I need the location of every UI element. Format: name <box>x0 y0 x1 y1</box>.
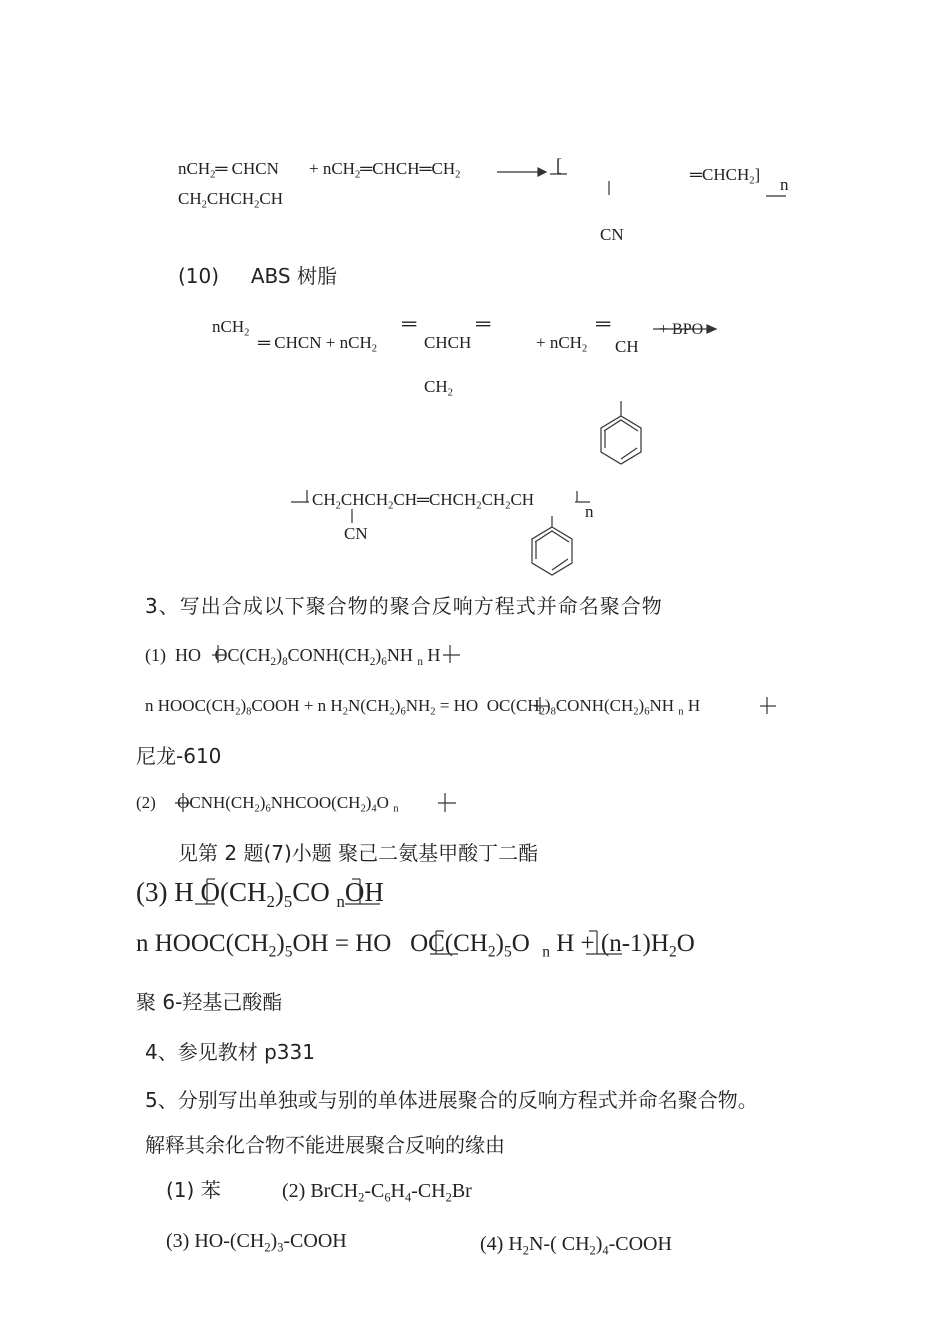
nbr-monomer-acrylonitrile: nCH$_2$═ CHCN <box>178 159 279 181</box>
abs-initiator-bpo: + BPO <box>659 321 704 338</box>
q5-item-3: (3) $HO-(CH_2)_3$-COOH <box>166 1230 347 1255</box>
q5-item-1: (1) 苯 <box>166 1178 221 1202</box>
q3-p1-name: 尼龙-610 <box>136 744 222 768</box>
nbr-product-fragment: $CH_2CHCH_2CH$ <box>178 189 284 211</box>
nbr-product-right: $═CHCH_2$] <box>690 165 761 187</box>
q3-p3-name: 聚 6-羟基己酸酯 <box>136 990 283 1014</box>
nbr-repeat-n: n <box>780 175 789 194</box>
nbr-monomer-butadiene: + $nCH_2═CHCH═CH_2$ <box>309 159 461 181</box>
abs-heading: (10) ABS 树脂 <box>178 264 337 288</box>
q5-item-4: (4) $H_2N-$( $CH_2)_4$-COOH <box>480 1233 672 1258</box>
abs-product-n: n <box>585 502 594 521</box>
nbr-arrow-head <box>538 168 546 176</box>
q4-text: 4、参见教材 p331 <box>145 1040 315 1064</box>
abs-styrene-ch: CH <box>615 337 639 356</box>
q5-title: 5、分别写出单独或与别的单体进展聚合的反响方程式并命名聚合物。 <box>145 1088 758 1112</box>
abs-ring-inner-bond-1 <box>604 420 638 431</box>
abs-product-benzene-ring <box>532 527 572 575</box>
abs-styrene-benzene-ring <box>601 416 641 464</box>
abs-product-cn: CN <box>344 524 368 543</box>
q3-p3-formula: (3) H $O(CH_2)_5CO$ $_n$OH <box>136 877 384 911</box>
abs-double-bond-3: ═ <box>596 313 611 335</box>
abs-product-chain: $CH_2CHCH_2CH═CHCH_2CH_2CH$ <box>312 490 535 512</box>
abs-double-bond-2: ═ <box>476 313 491 335</box>
q3-p2-formula: (2) $OCNH(CH_2)_6NHCOO(CH_2)_4O$ $_n$ <box>136 793 399 815</box>
abs-monomer-1-rest: ═ CHCN + nCH$_2$ <box>258 333 377 355</box>
abs-ring-inner-bond-2 <box>621 448 637 459</box>
q5-item-2: (2) $BrCH_2-C_6H_4-CH_2Br$ <box>282 1180 472 1205</box>
abs-double-bond-1: ═ <box>402 313 417 335</box>
abs-monomer-styrene: + nCH$_2$ <box>536 333 588 355</box>
abs-product-ring-inner-2 <box>552 559 568 570</box>
q3-p2-note: 见第 2 题(7)小题 聚己二氨基甲酸丁二酯 <box>178 841 539 865</box>
abs-butadiene-chch: CHCH <box>424 333 472 352</box>
abs-arrow-head <box>707 325 716 333</box>
q3-p1-equation: n $HOOC(CH_2)_8COOH + n$ $H_2N(CH_2)_6NH_2$ = HO $OC(CH_2)_8CONH(CH_2)_6NH$ $_n$ H <box>145 696 701 718</box>
abs-butadiene-ch2: $CH_2$ <box>424 377 453 399</box>
nbr-cn-group: CN <box>600 225 624 244</box>
nbr-bracket-open: [ <box>556 155 562 175</box>
q3-p3-equation: n $HOOC(CH_2)_5OH$ = HO $OC(CH_2)_5O$ $_n$ $H + (n-1)H_2O$ <box>136 930 695 961</box>
q3-title: 3、写出合成以下聚合物的聚合反响方程式并命名聚合物 <box>145 594 663 618</box>
q3-p1-formula: (1) HO $OC(CH_2)_8CONH(CH_2)_6NH$ $_n$ H <box>145 645 441 668</box>
abs-product-ring-inner-1 <box>535 531 569 542</box>
q5-subtitle: 解释其余化合物不能进展聚合反响的缘由 <box>145 1133 505 1157</box>
abs-monomer-1: nCH$_2$ <box>212 317 250 339</box>
